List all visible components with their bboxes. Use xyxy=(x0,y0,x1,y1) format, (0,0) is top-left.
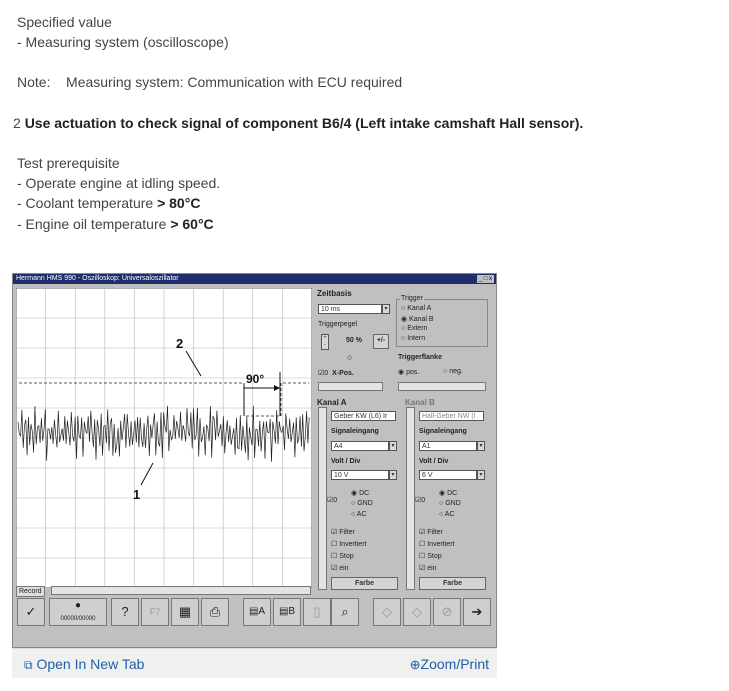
trigger-label: Trigger xyxy=(401,295,423,302)
kanal-b-offset-slider[interactable] xyxy=(406,407,415,590)
scope-titlebar xyxy=(13,274,496,284)
kanal-a-input-dropdown-icon[interactable]: ▾ xyxy=(389,441,397,451)
plusminus-button[interactable]: +/- xyxy=(373,334,389,349)
zoom-print-link[interactable] xyxy=(410,656,489,673)
save-image-button[interactable] xyxy=(171,598,199,626)
kanal-b-stop-checkbox[interactable] xyxy=(419,552,442,560)
note-label: Note: xyxy=(17,74,51,90)
radio-icon: ○ xyxy=(439,500,444,507)
help-icon: ? xyxy=(121,604,129,619)
angle-label: 90° xyxy=(246,372,265,386)
trigger-option-0[interactable] xyxy=(401,305,431,312)
kanal-a-ein-checkbox[interactable] xyxy=(331,564,349,572)
open-tab-icon: ⧉ xyxy=(24,658,33,672)
trigger-option-label: Intern xyxy=(407,335,426,342)
image-footer xyxy=(12,648,497,678)
channel-b-icon: ▤B xyxy=(278,606,296,617)
channel-b-tool-button[interactable] xyxy=(273,598,301,626)
triggerpegel-label: Triggerpegel xyxy=(318,321,358,328)
record-scrollbar[interactable] xyxy=(51,586,311,595)
kanal-a-stop-checkbox[interactable] xyxy=(331,552,354,560)
kanal-a-dc-radio[interactable] xyxy=(351,489,369,497)
kanal-b-ac-label: AC xyxy=(444,511,455,518)
kanal-b-ein-label: ein xyxy=(427,565,437,572)
kanal-a-signaleingang-label: Signaleingang xyxy=(331,428,379,435)
kanal-b-volt-dropdown-icon[interactable]: ▾ xyxy=(477,470,485,480)
step-line xyxy=(13,115,583,131)
oscilloscope-window xyxy=(12,273,497,648)
diamond-arrow-icon: ◇ xyxy=(382,604,392,619)
kanal-a-gnd-radio[interactable] xyxy=(351,500,373,507)
trigger-option-2[interactable] xyxy=(401,325,427,332)
printer-icon: ⎙ xyxy=(209,604,221,619)
kanal-b-voltdiv-label: Volt / Div xyxy=(419,458,449,465)
print-button[interactable] xyxy=(201,598,229,626)
checkbox-icon: ☐ xyxy=(331,553,338,560)
scope-title: Hermann HMS 990 - Oszilloskop: Universaloszillator xyxy=(16,275,179,282)
note-line xyxy=(17,74,402,90)
radio-icon: ○ xyxy=(439,511,444,518)
checkbox-checked-icon: ☑ xyxy=(327,497,334,504)
kanal-b-offset-checkbox[interactable] xyxy=(415,496,425,504)
exit-arrow-icon: ➔ xyxy=(471,604,483,619)
kanal-b-signaleingang-label: Signaleingang xyxy=(419,428,467,435)
kanal-b-filter-label: Filter xyxy=(427,529,443,536)
kanal-a-filter-label: Filter xyxy=(339,529,355,536)
kanal-a-invertiert-label: Invertiert xyxy=(339,541,367,548)
zeitbasis-dropdown-icon[interactable]: ▾ xyxy=(382,304,390,314)
kanal-a-filter-checkbox[interactable] xyxy=(331,528,355,536)
radio-icon: ○ xyxy=(401,335,408,342)
diamond-arrow-icon: ◇ xyxy=(412,604,422,619)
checkbox-checked-icon: ☑ xyxy=(419,529,426,536)
checkbox-icon: ☐ xyxy=(419,541,426,548)
measuring-system-item: - Measuring system (oscilloscope) xyxy=(17,34,229,50)
checkbox-icon: ☐ xyxy=(331,541,338,548)
f7-button[interactable] xyxy=(141,598,169,626)
kanal-b-filter-checkbox[interactable] xyxy=(419,528,443,536)
trigger-option-label: Kanal B xyxy=(409,316,434,323)
kanal-a-gnd-label: GND xyxy=(357,500,373,507)
channel-a-icon: ▤A xyxy=(248,606,266,617)
kanal-a-source[interactable]: Geber KW (L6) Ir xyxy=(331,411,396,421)
triggerpegel-spinner-icon[interactable]: + - xyxy=(321,334,329,350)
window-buttons: _ □ x xyxy=(478,276,492,282)
record-counter-button[interactable] xyxy=(49,598,107,626)
move-right-button[interactable] xyxy=(403,598,431,626)
kanal-b-dc-label: DC xyxy=(447,490,458,497)
triggerflanke-label: Triggerflanke xyxy=(398,354,442,361)
kanal-a-volt-dropdown-icon[interactable]: ▾ xyxy=(389,470,397,480)
prereq-oil-label: - Engine oil temperature xyxy=(17,216,171,232)
prereq-title: Test prerequisite xyxy=(17,155,120,171)
radio-selected-icon: ◉ xyxy=(398,369,405,376)
exit-button[interactable] xyxy=(463,598,491,626)
trigger-option-label: Kanal A xyxy=(407,305,432,312)
zeitbasis-select[interactable]: 10 ms xyxy=(318,304,382,314)
disabled-tool-button[interactable] xyxy=(433,598,461,626)
radio-selected-icon: ◉ xyxy=(439,490,446,497)
kanal-b-ac-radio[interactable] xyxy=(439,511,455,518)
kanal-a-input-select[interactable]: A4 xyxy=(331,441,389,451)
kanal-b-invertiert-checkbox[interactable] xyxy=(419,540,454,548)
flanke-neg-radio[interactable] xyxy=(443,368,463,375)
callout-2: 2 xyxy=(176,336,184,351)
step-text: Use actuation to check signal of component B6/4 (Left intake camshaft Hall sensor). xyxy=(24,115,584,131)
open-new-tab-label: Open In New Tab xyxy=(36,656,145,672)
kanal-b-input-dropdown-icon[interactable]: ▾ xyxy=(477,441,485,451)
callout-1: 1 xyxy=(133,487,141,502)
flanke-pos-label: pos. xyxy=(406,369,420,376)
trigger-indicator-icon: ○ xyxy=(347,352,353,362)
prereq-coolant xyxy=(17,195,200,211)
kanal-a-title: Kanal A xyxy=(317,398,347,407)
step-number: 2 xyxy=(13,115,21,131)
trigger-option-1[interactable] xyxy=(401,315,434,323)
kanal-b-farbe-button[interactable]: Farbe xyxy=(419,577,486,590)
kanal-a-offset-checkbox[interactable] xyxy=(327,496,337,504)
xpos-slider[interactable] xyxy=(318,382,383,391)
zoom-print-label: Zoom/Print xyxy=(420,656,489,672)
help-button[interactable] xyxy=(111,598,139,626)
kanal-a-invertiert-checkbox[interactable] xyxy=(331,540,366,548)
radio-selected-icon: ◉ xyxy=(401,316,410,323)
record-label[interactable]: Record xyxy=(16,586,45,597)
f7-icon: F7 xyxy=(149,607,161,617)
flanke-neg-label: neg. xyxy=(449,368,463,375)
kanal-b-dc-radio[interactable] xyxy=(439,489,457,497)
zeitbasis-label: Zeitbasis xyxy=(317,289,352,298)
checkbox-checked-icon: ☑ xyxy=(415,497,422,504)
note-text: Measuring system: Communication with ECU required xyxy=(66,74,403,90)
radio-icon: ○ xyxy=(401,325,408,332)
xpos-label: X-Pos. xyxy=(332,370,354,377)
checkbox-checked-icon: ☑ xyxy=(331,565,338,572)
kanal-b-ein-checkbox[interactable] xyxy=(419,564,437,572)
flanke-pos-radio[interactable] xyxy=(398,368,419,376)
radio-selected-icon: ◉ xyxy=(351,490,358,497)
kanal-b-stop-label: Stop xyxy=(427,553,442,560)
radio-icon: ○ xyxy=(351,500,356,507)
kanal-b-invertiert-label: Invertiert xyxy=(427,541,455,548)
prereq-coolant-label: - Coolant temperature xyxy=(17,195,158,211)
prereq-oil-value: > 60°C xyxy=(170,216,214,232)
channel-a-tool-button[interactable] xyxy=(243,598,271,626)
copy-button[interactable] xyxy=(303,598,331,626)
kanal-a-offset-value: 0 xyxy=(333,497,338,504)
zoom-button[interactable] xyxy=(331,598,359,626)
trigger-option-label: Extern xyxy=(407,325,428,332)
move-left-button[interactable] xyxy=(373,598,401,626)
record-dot-icon: ● xyxy=(74,600,82,611)
kanal-b-title: Kanal B xyxy=(405,398,435,407)
trigger-slider[interactable] xyxy=(398,382,486,391)
oscilloscope-plot xyxy=(16,288,312,588)
kanal-b-gnd-label: GND xyxy=(445,500,461,507)
kanal-a-ac-radio[interactable] xyxy=(351,511,367,518)
magnifier-icon: ⌕ xyxy=(341,604,349,619)
open-new-tab-link[interactable] xyxy=(24,656,144,673)
kanal-a-stop-label: Stop xyxy=(339,553,354,560)
image-icon: ▦ xyxy=(178,604,192,619)
checkbox-checked-icon: ☑ xyxy=(318,370,325,377)
checkbox-checked-icon: ☑ xyxy=(331,529,338,536)
trigger-option-3[interactable] xyxy=(401,335,425,342)
kanal-a-volt-select[interactable]: 10 V xyxy=(331,470,389,480)
checkmark-icon: ✓ xyxy=(25,604,37,619)
trigger-percent: 50 % xyxy=(346,337,362,344)
zoom-icon: ⊕ xyxy=(409,657,421,672)
prereq-oil xyxy=(17,216,214,232)
kanal-b-offset-value: 0 xyxy=(421,497,426,504)
prereq-coolant-value: > 80°C xyxy=(157,195,201,211)
record-counter: 00000/00000 xyxy=(60,616,96,622)
kanal-b-input-select[interactable]: A1 xyxy=(419,441,477,451)
check-tool-button[interactable] xyxy=(17,598,45,626)
specified-value-label: Specified value xyxy=(17,14,112,30)
radio-icon: ○ xyxy=(351,511,356,518)
kanal-b-source[interactable]: Hall-Geber NW (I xyxy=(419,411,484,421)
kanal-a-offset-slider[interactable] xyxy=(318,407,327,590)
radio-icon: ○ xyxy=(401,305,408,312)
kanal-a-ac-label: AC xyxy=(356,511,367,518)
checkbox-icon: ☐ xyxy=(419,553,426,560)
xpos-check-value: 0 xyxy=(324,370,329,377)
kanal-a-farbe-button[interactable]: Farbe xyxy=(331,577,398,590)
kanal-a-voltdiv-label: Volt / Div xyxy=(331,458,361,465)
cross-icon: ⊘ xyxy=(441,604,453,619)
copy-icon: ▯ xyxy=(313,604,321,619)
kanal-a-ein-label: ein xyxy=(339,565,349,572)
checkbox-checked-icon: ☑ xyxy=(419,565,426,572)
kanal-b-gnd-radio[interactable] xyxy=(439,500,461,507)
prereq-idle: - Operate engine at idling speed. xyxy=(17,175,221,191)
radio-icon: ○ xyxy=(443,368,448,375)
kanal-a-dc-label: DC xyxy=(359,490,370,497)
xpos-checkbox[interactable] xyxy=(318,369,354,377)
kanal-b-volt-select[interactable]: 6 V xyxy=(419,470,477,480)
